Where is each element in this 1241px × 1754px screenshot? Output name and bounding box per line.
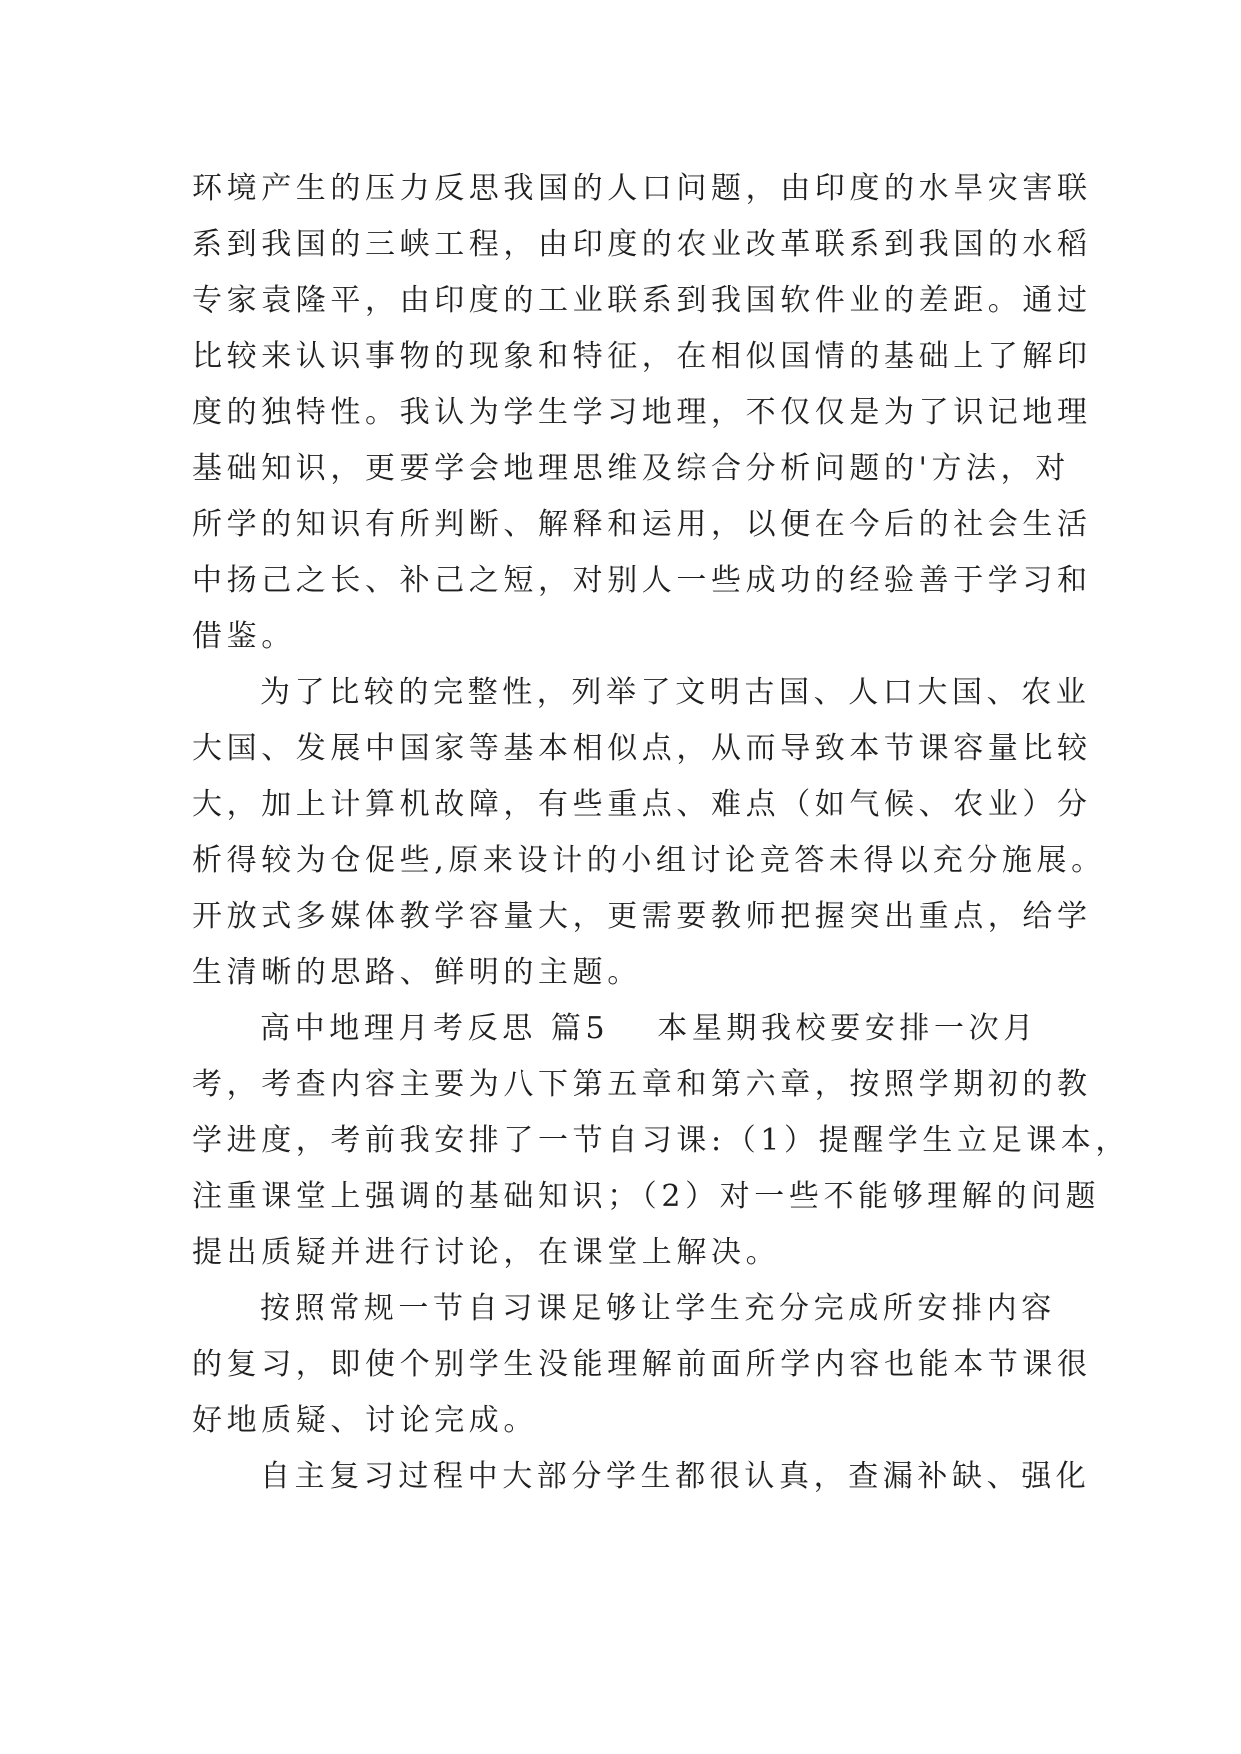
- text-line: 大，加上计算机故障，有些重点、难点（如气候、农业）分: [192, 787, 1092, 822]
- text-line: 析得较为仓促些,原来设计的小组讨论竞答未得以充分施展。: [192, 843, 1106, 878]
- paragraph-2: [192, 665, 1106, 1001]
- section-first-line: 本星期我校要安排一次月: [657, 1011, 1038, 1046]
- text-line: 好地质疑、讨论完成。: [192, 1403, 538, 1438]
- text-line: 基础知识，更要学会地理思维及综合分析问题的'方法，对: [192, 451, 1070, 486]
- text-line: [192, 1001, 1064, 1057]
- text-line: 系到我国的三峡工程，由印度的农业改革联系到我国的水稻: [192, 227, 1092, 262]
- text-line: 按照常规一节自习课足够让学生充分完成所安排内容: [260, 1291, 1056, 1326]
- paragraph-3: [192, 1001, 1130, 1281]
- section-heading: 高中地理月考反思 篇5: [260, 1011, 610, 1046]
- text-line: 所学的知识有所判断、解释和运用，以便在今后的社会生活: [192, 507, 1092, 542]
- text-line: 注重课堂上强调的基础知识；（2）对一些不能够理解的问题: [192, 1179, 1101, 1214]
- text-line: 生清晰的思路、鲜明的主题。: [192, 955, 642, 990]
- text-line: 开放式多媒体教学容量大，更需要教师把握突出重点，给学: [192, 899, 1092, 934]
- text-line: 学进度，考前我安排了一节自习课:（1）提醒学生立足课本，: [192, 1123, 1130, 1158]
- text-line: 借鉴。: [192, 619, 296, 654]
- text-line: 提出质疑并进行讨论，在课堂上解决。: [192, 1235, 781, 1270]
- paragraph-4: [192, 1281, 1092, 1449]
- text-line: 专家袁隆平，由印度的工业联系到我国软件业的差距。通过: [192, 283, 1092, 318]
- body-text: [192, 161, 1130, 1505]
- paragraph-5: [192, 1449, 1091, 1505]
- text-line: 为了比较的完整性，列举了文明古国、人口大国、农业: [260, 675, 1091, 710]
- paragraph-1: [192, 161, 1092, 665]
- text-line: 的复习，即使个别学生没能理解前面所学内容也能本节课很: [192, 1347, 1092, 1382]
- text-line: 大国、发展中国家等基本相似点，从而导致本节课容量比较: [192, 731, 1092, 766]
- text-line: 环境产生的压力反思我国的人口问题，由印度的水旱灾害联: [192, 171, 1092, 206]
- text-line: 自主复习过程中大部分学生都很认真，查漏补缺、强化: [260, 1459, 1091, 1494]
- text-line: 度的独特性。我认为学生学习地理，不仅仅是为了识记地理: [192, 395, 1092, 430]
- text-line: 比较来认识事物的现象和特征，在相似国情的基础上了解印: [192, 339, 1092, 374]
- text-line: 中扬己之长、补己之短，对别人一些成功的经验善于学习和: [192, 563, 1092, 598]
- text-line: 考，考查内容主要为八下第五章和第六章，按照学期初的教: [192, 1067, 1092, 1102]
